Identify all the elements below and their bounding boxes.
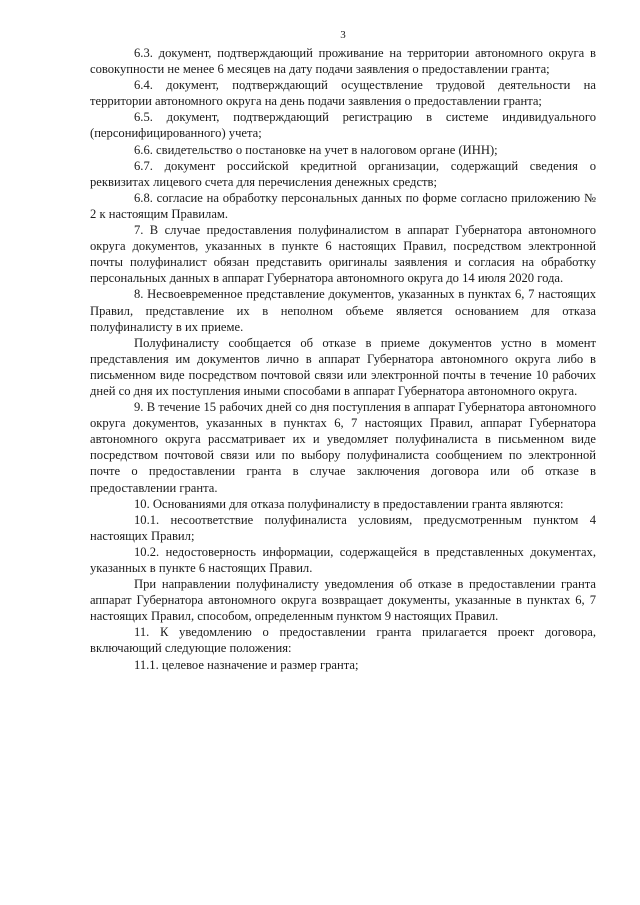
paragraph-8: 8. Несвоевременное представление документов, указанных в пунктах 6, 7 настоящих Правил, представление их в неполном объеме является основанием для отказа полуфиналисту в их приеме. xyxy=(90,287,596,334)
paragraph-6-5: 6.5. документ, подтверждающий регистрацию в системе индивидуального (персонифицированного) учета; xyxy=(90,110,596,141)
paragraph-9: 9. В течение 15 рабочих дней со дня поступления в аппарат Губернатора автономного округа документов, указанных в пунктах 6, 7 настоящих Правил, аппарат Губернатора автономного округа рассматривает их и уведомляет полуфиналиста в письменном виде посредством почтовой связи или по выбору полуфиналиста сообщением по электронной почте о предоставлении гранта в случае заключения договора или об отказе в предоставлении гранта. xyxy=(90,400,596,495)
paragraph-11-1: 11.1. целевое назначение и размер гранта; xyxy=(134,657,359,672)
paragraph-10-2: 10.2. недостоверность информации, содержащейся в представленных документах, указанных в пункте 6 настоящих Правил. xyxy=(90,544,596,575)
paragraph-6-7: 6.7. документ российской кредитной организации, содержащий сведения о реквизитах лицевого счета для перечисления денежных средств; xyxy=(90,158,596,189)
paragraph-10-1: 10.1. несоответствие полуфиналиста условиям, предусмотренным пунктом 4 настоящих Правил; xyxy=(90,512,596,543)
paragraph-6-8: 6.8. согласие на обработку персональных данных по форме согласно приложению № 2 к настоящим Правилам. xyxy=(90,190,596,221)
paragraph-10: 10. Основаниями для отказа полуфиналисту в предоставлении гранта являются: xyxy=(134,496,564,511)
paragraph-6-6: 6.6. свидетельство о постановке на учет в налоговом органе (ИНН); xyxy=(134,142,498,157)
paragraph-10-return-documents: При направлении полуфиналисту уведомления об отказе в предоставлении гранта аппарат Губернатора автономного округа возвращает документы, указанные в пунктах 6, 7 настоящих Правил, способом, определенным пунктом 9 настоящих Правил. xyxy=(90,577,596,624)
paragraph-8-refusal-notice: Полуфиналисту сообщается об отказе в приеме документов устно в момент представления им документов лично в аппарат Губернатора автономного округа либо в письменном виде посредством почтовой связи или электронной почты в течение 10 рабочих дней со дня их поступления иными способами в аппарат Губернатора автономного округа. xyxy=(90,335,596,398)
paragraph-6-3: 6.3. документ, подтверждающий проживание на территории автономного округа в совокупности не менее 6 месяцев на дату подачи заявления о предоставлении гранта; xyxy=(90,46,596,77)
paragraph-6-4: 6.4. документ, подтверждающий осуществление трудовой деятельности на территории автономного округа на день подачи заявления о предоставлении гранта; xyxy=(90,78,596,109)
paragraph-11: 11. К уведомлению о предоставлении гранта прилагается проект договора, включающий следующие положения: xyxy=(90,625,596,656)
paragraph-7: 7. В случае предоставления полуфиналистом в аппарат Губернатора автономного округа документов, указанных в пункте 6 настоящих Правил, посредством электронной почты полуфиналист обязан представить оригиналы заявления и согласия на обработку персональных данных в аппарат Губернатора автономного округа до 14 июля 2020 года. xyxy=(90,223,596,286)
page-number: 3 xyxy=(340,29,346,41)
